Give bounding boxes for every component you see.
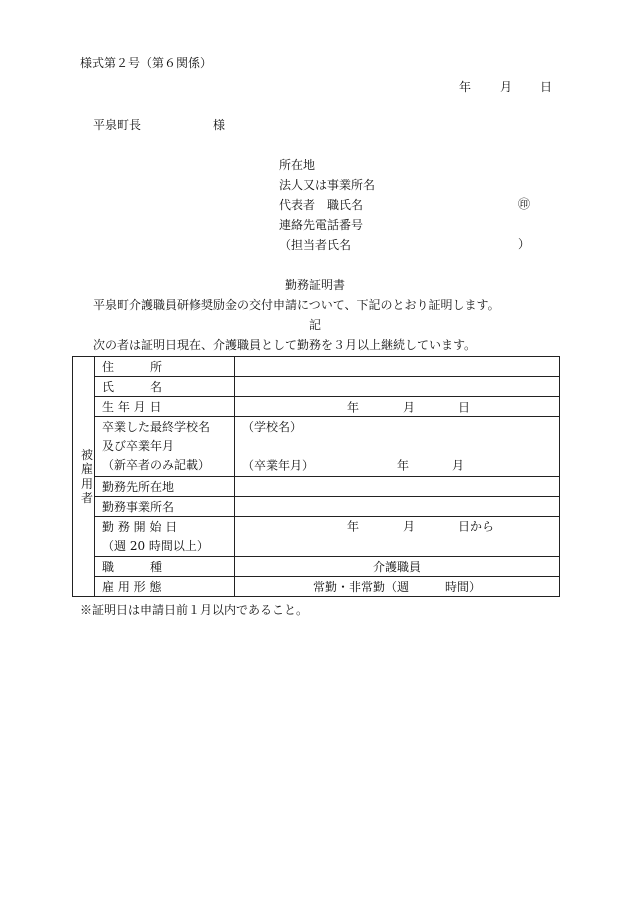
side-label: 被雇用者	[80, 447, 93, 505]
birth-day: 日	[458, 400, 471, 414]
workplace-address-label: 勤務先所在地	[95, 477, 235, 497]
start-value[interactable]	[235, 517, 560, 557]
form-number: 様式第２号（第６関係）	[80, 56, 213, 70]
footnote: ※証明日は申請日前１月以内であること。	[80, 603, 309, 617]
address-value[interactable]	[235, 357, 560, 377]
employee-table	[72, 356, 560, 597]
start-year: 年	[347, 519, 360, 533]
addressee	[93, 118, 226, 132]
school-label-1: 卒業した最終学校名	[102, 420, 211, 434]
school-label-3: （新卒者のみ記載）	[102, 458, 211, 472]
start-label-1: 勤 務 開 始 日	[102, 519, 178, 534]
school-name-label: （学校名）	[242, 420, 303, 434]
applicant-org-label: 法人又は事業所名	[279, 178, 376, 192]
applicant-rep-label: 代表者 職氏名	[279, 198, 364, 212]
certification-statement: 平泉町介護職員研修奨励金の交付申請について、下記のとおり証明します。	[93, 298, 500, 312]
job-label: 職 種	[95, 557, 235, 577]
seal-mark: ㊞	[518, 197, 531, 211]
job-value: 介護職員	[235, 557, 560, 577]
birth-month: 月	[403, 400, 416, 414]
workplace-name-value[interactable]	[235, 497, 560, 517]
name-label: 氏 名	[95, 377, 235, 397]
grad-year: 年	[397, 458, 410, 472]
birth-label: 生 年 月 日	[95, 397, 235, 417]
grad-month: 月	[452, 458, 465, 472]
date-month-label: 月	[500, 80, 513, 94]
intro-statement: 次の者は証明日現在、介護職員として勤務を３月以上継続しています。	[93, 338, 477, 352]
document-title: 勤務証明書	[284, 278, 345, 292]
table-row	[73, 557, 560, 577]
contact-close-paren: ）	[518, 237, 531, 251]
school-value[interactable]	[235, 417, 560, 477]
date-day-label: 日	[540, 80, 553, 94]
table-row	[73, 497, 560, 517]
table-row	[73, 377, 560, 397]
workplace-name-label: 勤務事業所名	[95, 497, 235, 517]
school-label	[95, 417, 235, 477]
name-value[interactable]	[235, 377, 560, 397]
start-label-2: （週 20 時間以上）	[102, 538, 209, 553]
date-year-label: 年	[459, 80, 472, 94]
employment-value: 常勤・非常勤（週 時間）	[235, 577, 560, 597]
table-row	[73, 397, 560, 417]
table-row	[73, 477, 560, 497]
employment-label: 雇 用 形 態	[95, 577, 235, 597]
start-day: 日から	[458, 519, 495, 533]
grad-date-label: （卒業年月）	[242, 458, 315, 472]
table-row	[73, 417, 560, 477]
addressee-honorific: 様	[213, 118, 226, 132]
table-row	[73, 357, 560, 377]
table-row	[73, 517, 560, 557]
side-label-cell	[73, 357, 95, 597]
applicant-contact-label: （担当者氏名	[279, 238, 352, 252]
start-label	[95, 517, 235, 557]
birth-value[interactable]	[235, 397, 560, 417]
addressee-name: 平泉町長	[93, 118, 142, 132]
table-row	[73, 577, 560, 597]
birth-year: 年	[347, 400, 360, 414]
school-label-2: 及び卒業年月	[102, 439, 175, 453]
applicant-address-label: 所在地	[279, 158, 316, 172]
start-month: 月	[403, 519, 416, 533]
workplace-address-value[interactable]	[235, 477, 560, 497]
ki-heading: 記	[308, 318, 321, 332]
applicant-phone-label: 連絡先電話番号	[279, 218, 364, 232]
address-label: 住 所	[95, 357, 235, 377]
